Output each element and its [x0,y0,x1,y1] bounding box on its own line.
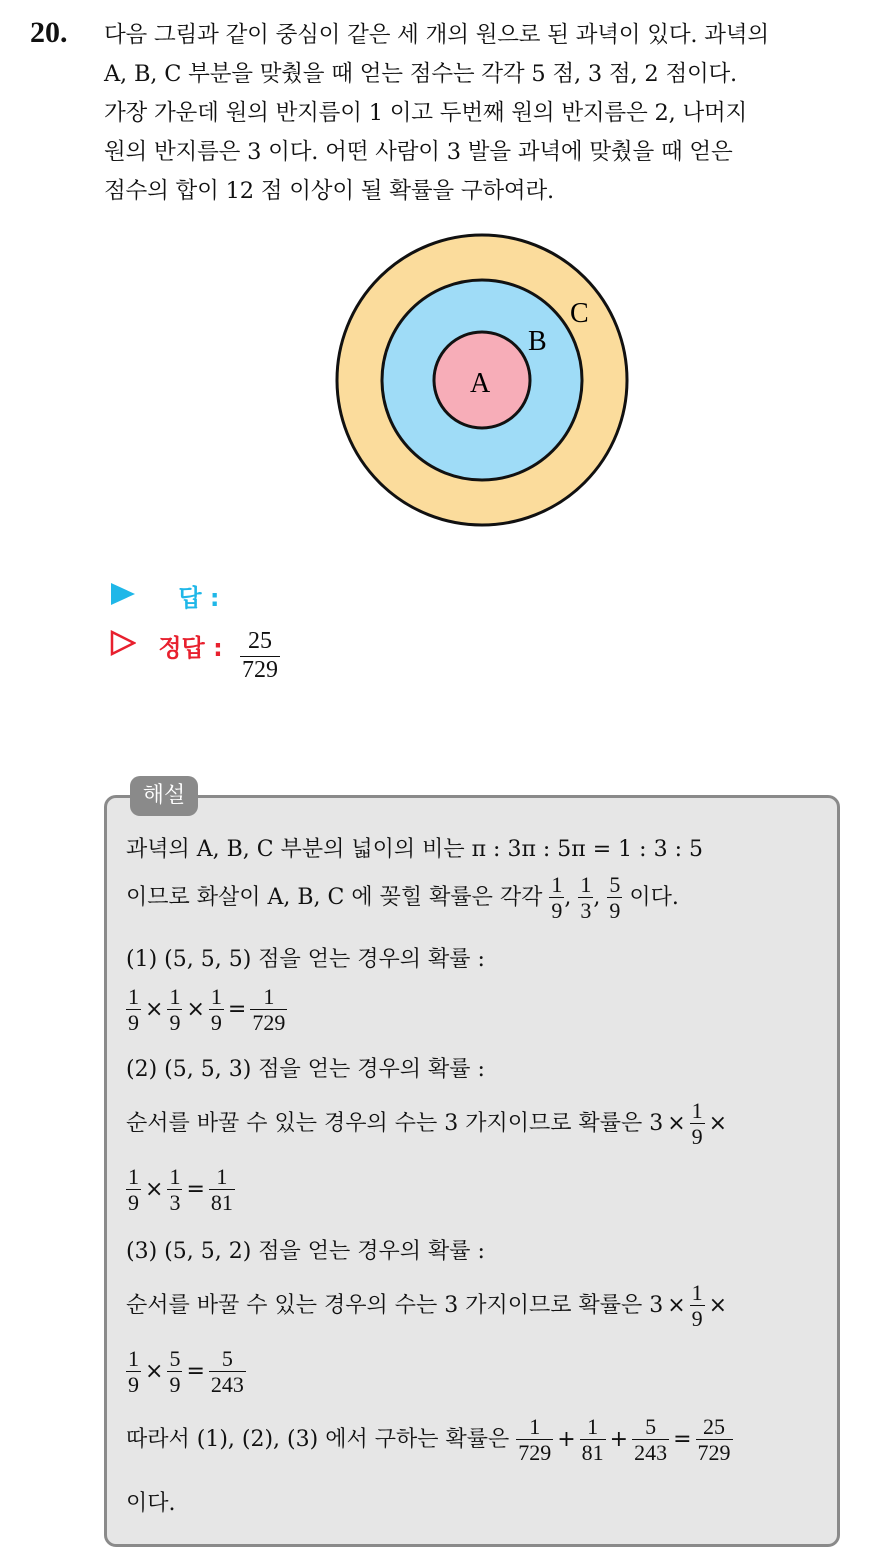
solution-equation: $\frac{1}{9}$ × $\frac{5}{9}$ = $\frac{5}{243}$ [128,1346,244,1398]
fraction: $\frac{1}{9}$ [551,872,563,924]
fraction: $\frac{1}{9}$ [128,984,139,1036]
fraction: $\frac{1}{81}$ [581,1414,604,1466]
solution-line: (1) (5, 5, 5) 점을 얻는 경우의 확률 : [126,947,485,972]
fraction: $\frac{1}{9}$ [169,984,181,1036]
fraction: $\frac{1}{9}$ [691,1098,703,1150]
solution-line: 과녁의 A, B, C 부분의 넓이의 비는 π : 3π : 5π = 1 : 3 : 5 [126,837,703,862]
fraction: $\frac{5}{9}$ [169,1346,181,1398]
problem-line: A, B, C 부분을 맞췄을 때 얻는 점수는 각각 5 점, 3 점, 2 점이다. [104,61,737,87]
fraction: $\frac{1}{81}$ [210,1164,233,1216]
correct-answer-label: 정답 : [158,634,223,662]
solution-line: 이다. [126,1491,176,1516]
fraction: $\frac{1}{3}$ [580,872,592,924]
solution-equation: $\frac{1}{9}$ × $\frac{1}{9}$ × $\frac{1}{9}$ = $\frac{1}{729}$ [128,984,286,1036]
problem-line: 다음 그림과 같이 중심이 같은 세 개의 원으로 된 과녁이 있다. 과녁의 [104,22,769,48]
fraction: $\frac{1}{9}$ [128,1346,139,1398]
label-a: A [470,368,491,399]
correct-answer-value: $\frac{25}{729}$ [242,628,278,683]
solution-line: (3) (5, 5, 2) 점을 얻는 경우의 확률 : [126,1239,485,1264]
fraction: $\frac{1}{729}$ [252,984,286,1036]
fraction: $\frac{1}{9}$ [210,984,222,1036]
play-outline-icon [110,630,140,662]
fraction: $\frac{5}{243}$ [210,1346,244,1398]
solution-line: (2) (5, 5, 3) 점을 얻는 경우의 확률 : [126,1057,485,1082]
fraction: $\frac{5}{243}$ [634,1414,668,1466]
answer-row [110,578,220,613]
label-b: B [528,326,547,357]
answer-label: 답 : [178,584,220,612]
problem-text [104,16,884,211]
problem-line: 원의 반지름은 3 이다. 어떤 사람이 3 발을 과녁에 맞췄을 때 얻은 [104,139,733,165]
target-figure [330,232,630,532]
solution-equation: $\frac{1}{9}$ × $\frac{1}{3}$ = $\frac{1}{81}$ [128,1164,233,1216]
fraction: $\frac{1}{9}$ [691,1280,703,1332]
problem-line: 점수의 합이 12 점 이상이 될 확률을 구하여라. [104,178,554,204]
problem-line: 가장 가운데 원의 반지름이 1 이고 두번째 원의 반지름은 2, 나머지 [104,100,748,126]
solution-tag: 해설 [130,776,198,816]
fraction: $\frac{5}{9}$ [609,872,621,924]
fraction: $\frac{1}{729}$ [518,1414,552,1466]
fraction: $\frac{1}{3}$ [169,1164,181,1216]
solution-line: 순서를 바꿀 수 있는 경우의 수는 3 가지이므로 확률은 3 × $\frac{1}{9}$ × [126,1280,728,1332]
solution-line: 이므로 화살이 A, B, C 에 꽂힐 확률은 각각 $\frac{1}{9}$ , $\frac{1}{3}$ , $\frac{5}{9}$ 이다. [126,872,679,924]
solution-line: 순서를 바꿀 수 있는 경우의 수는 3 가지이므로 확률은 3 × $\frac{1}{9}$ × [126,1098,728,1150]
solution-final: 따라서 (1), (2), (3) 에서 구하는 확률은 $\frac{1}{729}$ + $\frac{1}{81}$ + $\frac{5}{243}$ = $\frac{25}{729}$ [126,1414,731,1466]
correct-answer-row [110,628,223,663]
problem-number: 20. [30,16,68,49]
fraction: $\frac{25}{729}$ [697,1414,731,1466]
label-c: C [570,298,589,329]
fraction: $\frac{1}{9}$ [128,1164,139,1216]
play-icon [110,582,140,612]
